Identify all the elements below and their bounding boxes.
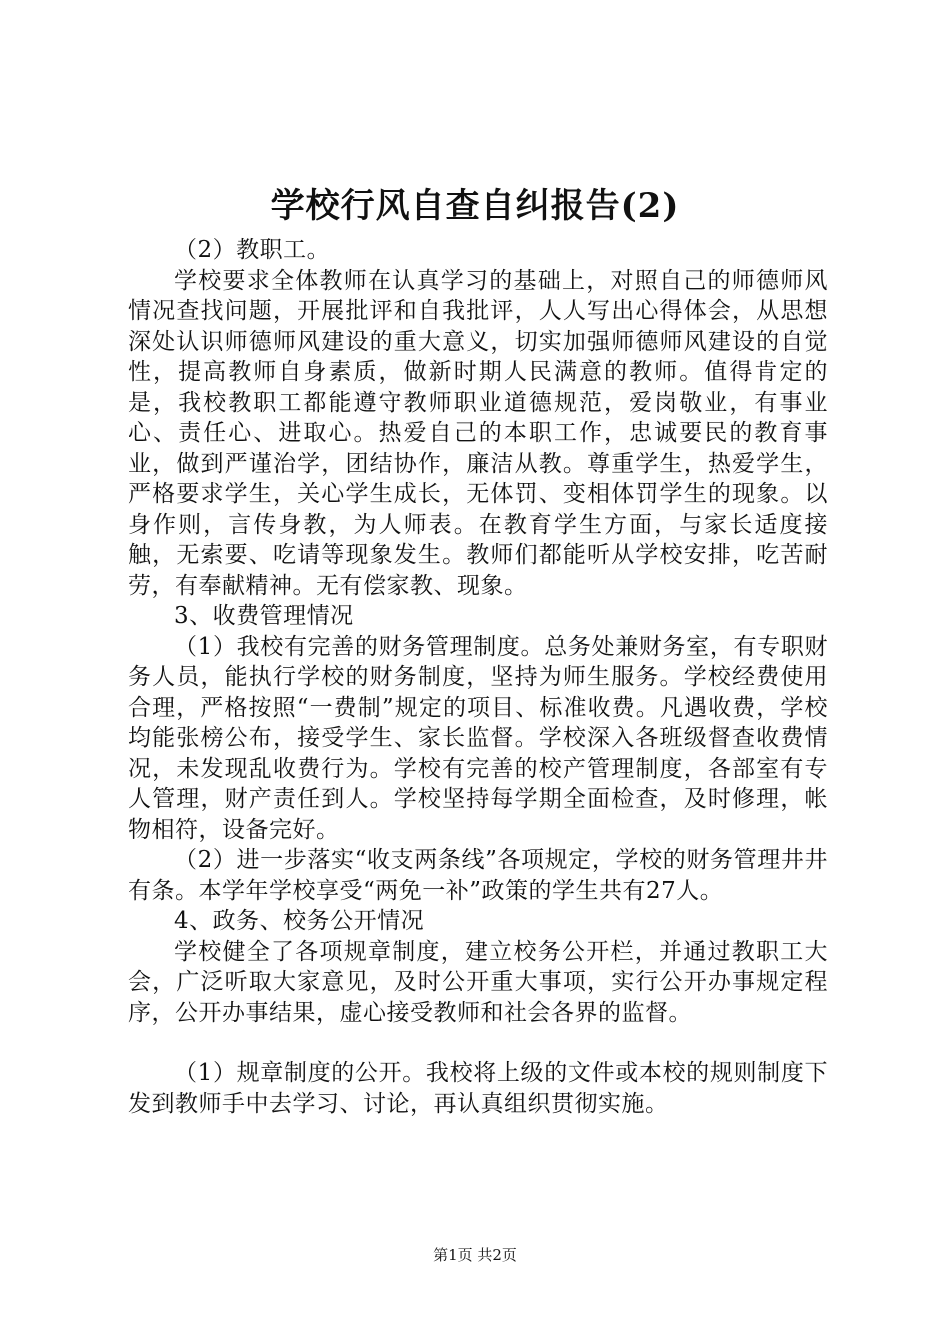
paragraph-staff-heading: （2）教职工。 bbox=[174, 237, 331, 263]
paragraph-staff-conduct: 学校要求全体教师在认真学习的基础上，对照自己的师德师风情况查找问题，开展批评和自我批评，人人写出心得体会，从思想深处认识师德师风建设的重大意义，切实加强师德师风建设的自觉性，提高教师自身素质，做新时期人民满意的教师。值得肯定的是，我校教职工都能遵守教师职业道德规范，爱岗敬业，有事业心、责任心、进取心。热爱自己的本职工作，忠诚要民的教育事业，做到严谨治学，团结协作，廉洁从教。尊重学生，热爱学生，严格要求学生，关心学生成长，无体罚、变相体罚学生的现象。以身作则，言传身教，为人师表。在教育学生方面，与家长适度接触，无索要、吃请等现象发生。教师们都能听从学校安排，吃苦耐劳，有奉献精神。无有偿家教、现象。 bbox=[128, 267, 828, 599]
document-body bbox=[128, 235, 828, 1119]
paragraph-rules-disclosure: （1）规章制度的公开。我校将上级的文件或本校的规则制度下发到教师手中去学习、讨论，再认真组织贯彻实施。 bbox=[128, 1060, 828, 1117]
paragraph-disclosure-heading: 4、政务、校务公开情况 bbox=[174, 908, 425, 934]
page-footer: 第1页 共2页 bbox=[433, 1246, 517, 1264]
paragraph-income-expense: （2）进一步落实“收支两条线”各项规定，学校的财务管理井井有条。本学年学校享受“两免一补”政策的学生共有27人。 bbox=[128, 847, 828, 904]
paragraph-fee-heading: 3、收费管理情况 bbox=[174, 603, 354, 629]
document-title: 学校行风自查自纠报告(2) bbox=[270, 186, 680, 226]
paragraph-disclosure-system: 学校健全了各项规章制度，建立校务公开栏，并通过教职工大会，广泛听取大家意见，及时公开重大事项，实行公开办事规定程序，公开办事结果，虚心接受教师和社会各界的监督。 bbox=[128, 938, 828, 1026]
paragraph-finance-system: （1）我校有完善的财务管理制度。总务处兼财务室，有专职财务人员，能执行学校的财务制度，坚持为师生服务。学校经费使用合理，严格按照“一费制”规定的项目、标准收费。凡遇收费，学校均能张榜公布，接受学生、家长监督。学校深入各班级督查收费情况，未发现乱收费行为。学校有完善的校产管理制度，各部室有专人管理，财产责任到人。学校坚持每学期全面检查，及时修理，帐物相符，设备完好。 bbox=[128, 633, 828, 843]
